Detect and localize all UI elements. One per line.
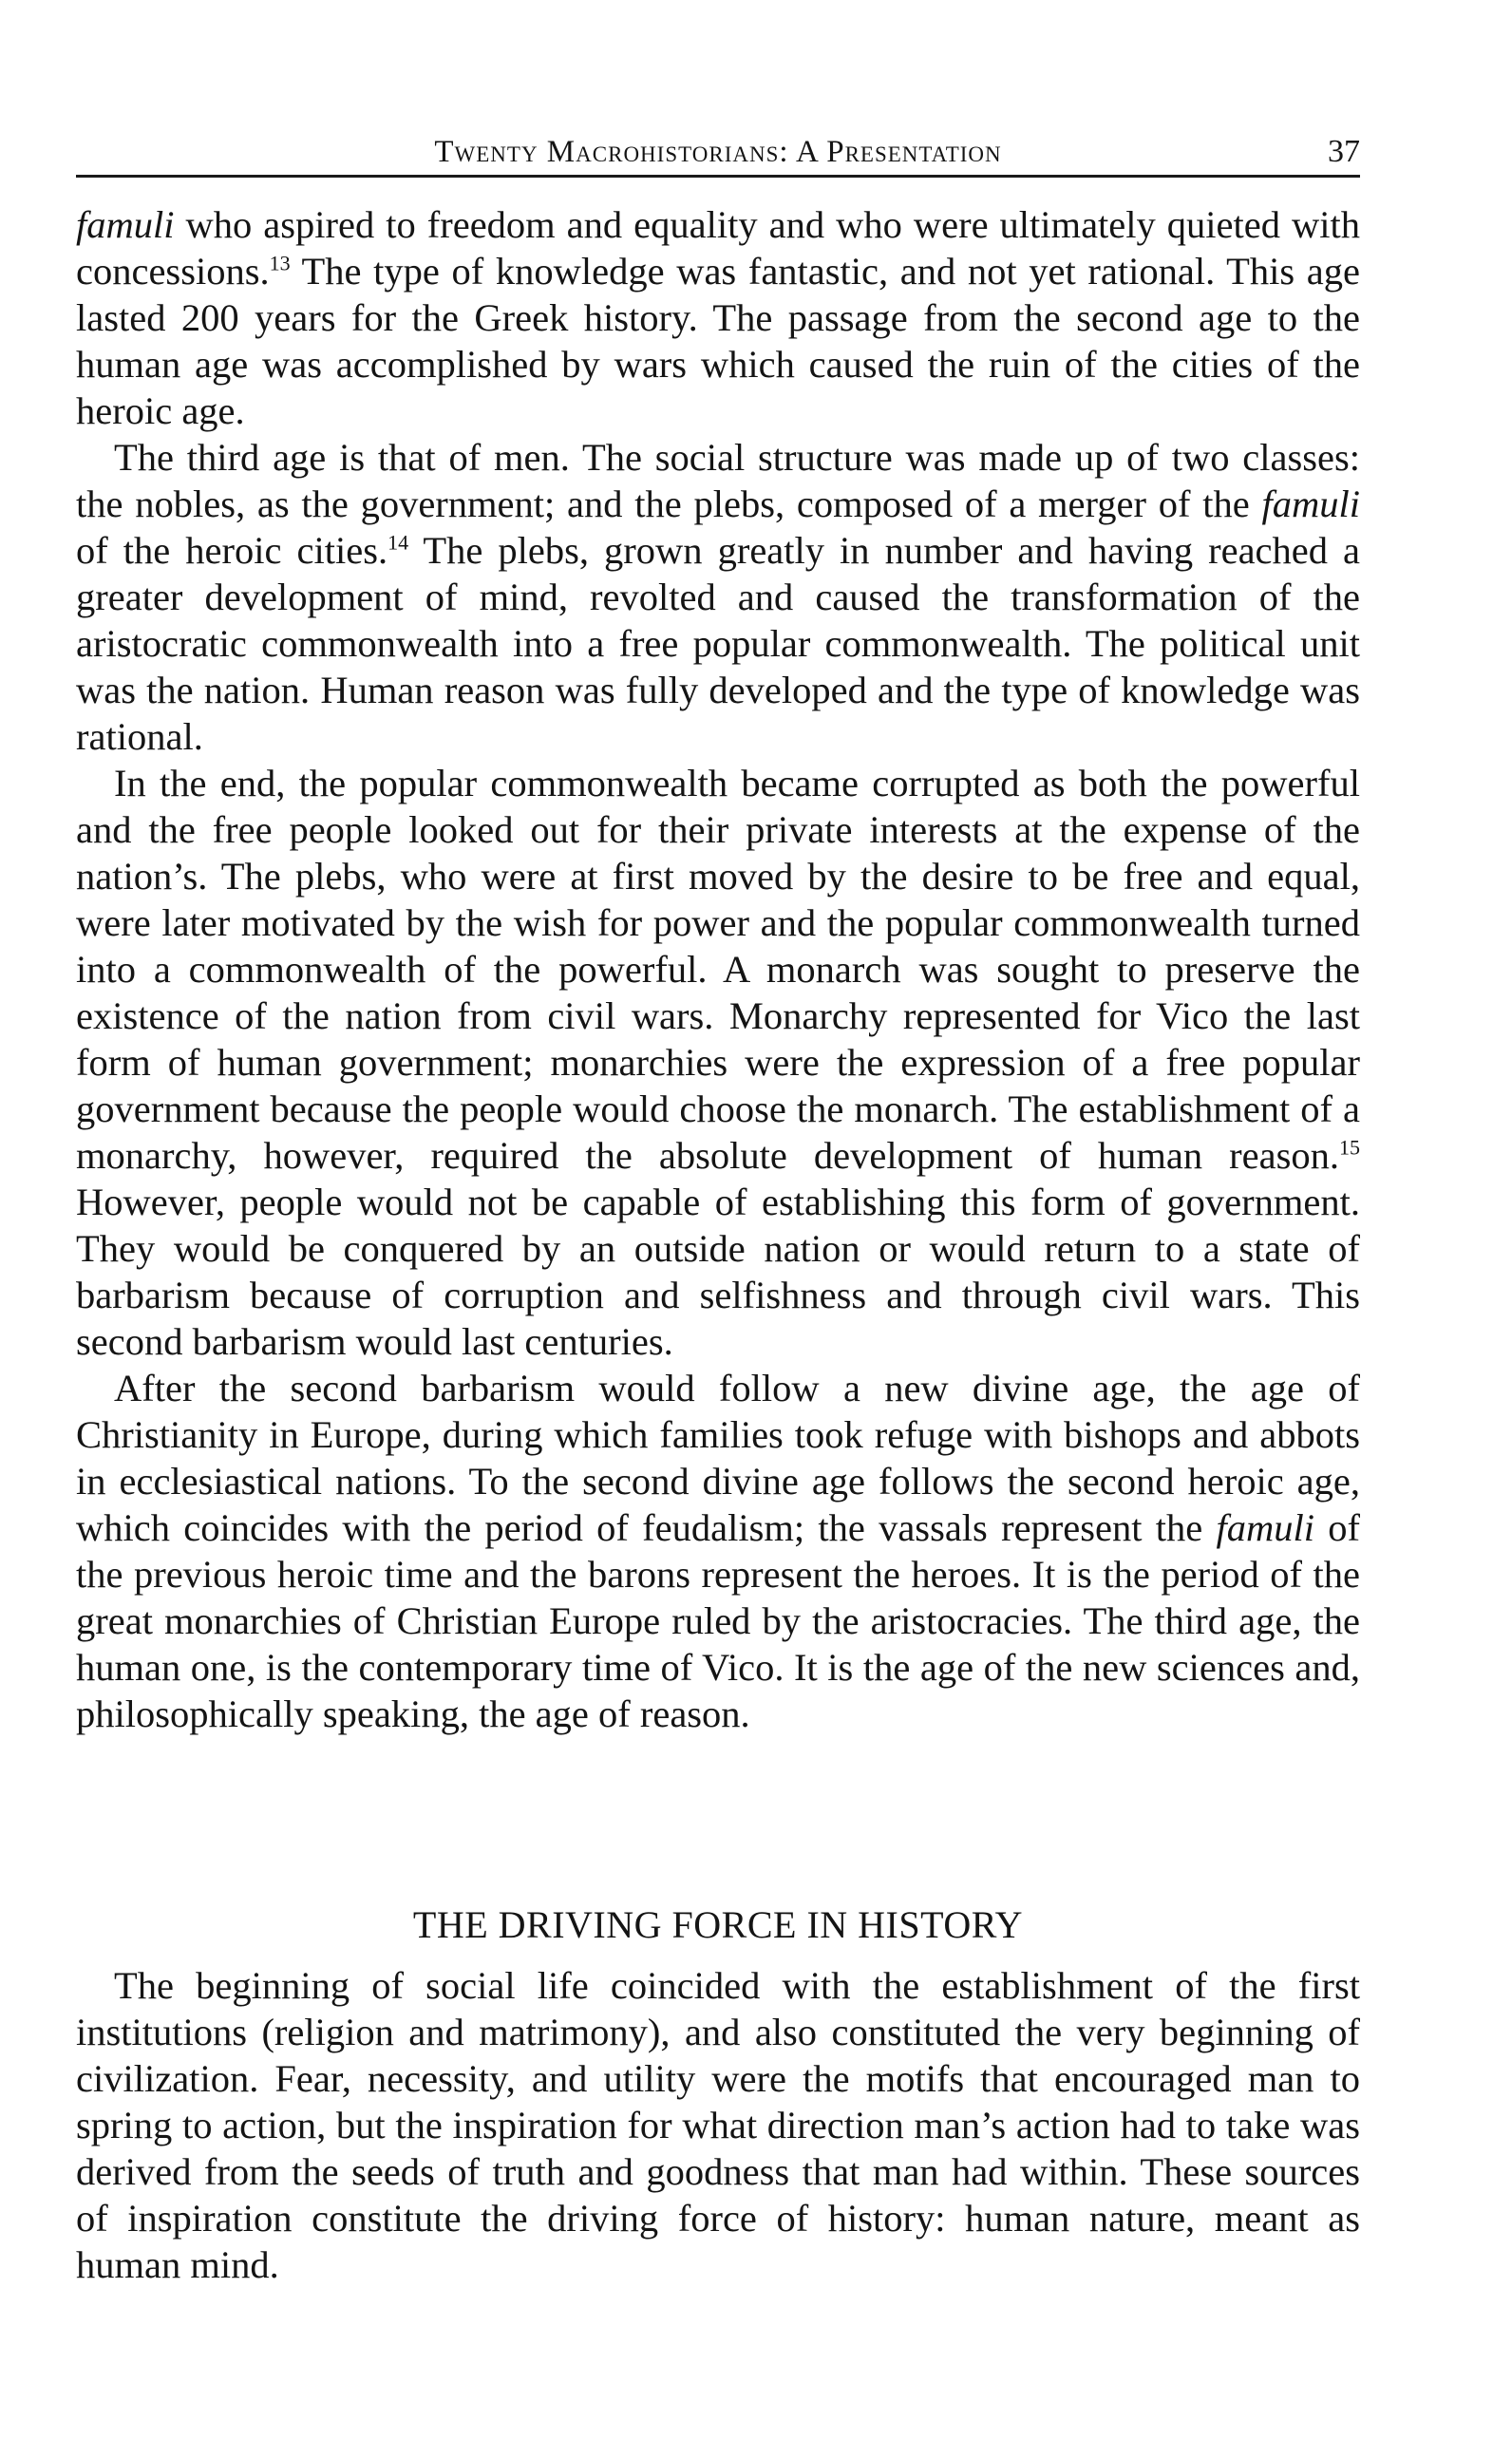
paragraph-text: of the previous heroic time and the barons represent the heroes. It is the period of the great monarchies of Christian Europe ruled by the aristocracies. The third age, the human one, is the contemporary time of Vico. It is the age of the new sciences and, philosophically speaking, the age of reason. bbox=[76, 1506, 1360, 1735]
main-text bbox=[76, 201, 1360, 1737]
italic-term: famuli bbox=[1261, 482, 1360, 525]
paragraph-second-barbarism bbox=[76, 1365, 1360, 1737]
paragraph-text: In the end, the popular commonwealth became corrupted as both the powerful and the free people looked out for their private interests at the expense of the nation’s. The plebs, who were at first moved by the desire to be free and equal, were later motivated by the wish for power and the popular commonwealth turned into a commonwealth of the powerful. A monarch was sought to preserve the existence of the nation from civil wars. Monarchy represented for Vico the last form of human government; monarchies were the expression of a free popular government because the people would choose the monarch. The establishment of a monarchy, however, required the absolute development of human reason. bbox=[76, 762, 1360, 1177]
italic-term: famuli bbox=[1216, 1506, 1314, 1549]
paragraph-text: The third age is that of men. The social structure was made up of two classes: the nobles, as the government; and the plebs, composed of a merger of the bbox=[76, 436, 1360, 525]
paragraph-text: of the heroic cities. bbox=[76, 529, 388, 572]
paragraph-driving-force: The beginning of social life coincided with the establishment of the first institutions (religion and matrimony), and also constituted the very beginning of civilization. Fear, necessity, and utility were the motifs that encouraged man to spring to action, but the inspiration for what direction man’s action had to take was derived from the seeds of truth and goodness that man had within. These sources of inspiration constitute the driving force of history: human nature, meant as human mind. bbox=[76, 1964, 1360, 2286]
paragraph-corruption bbox=[76, 760, 1360, 1365]
paragraph-text: who aspired to freedom and equality and who were ultimately quieted with concessions. bbox=[76, 203, 1360, 293]
running-header bbox=[76, 131, 1360, 178]
paragraph-third-age bbox=[76, 434, 1360, 760]
section-heading: THE DRIVING FORCE IN HISTORY bbox=[412, 1903, 1024, 1946]
running-title: Twenty Macrohistorians: A Presentation bbox=[434, 135, 1002, 169]
paragraph-text: After the second barbarism would follow a new divine age, the age of Christianity in Europe, during which families took refuge with bishops and abbots in ecclesiastical nations. To the second divine age follows the second heroic age, which coincides with the period of feudalism; the vassals represent the bbox=[76, 1367, 1360, 1549]
italic-term: famuli bbox=[76, 203, 175, 246]
footnote-marker: 15 bbox=[1339, 1135, 1360, 1160]
section-text bbox=[76, 1962, 1360, 2288]
paragraph-text: However, people would not be capable of establishing this form of government. They would be conquered by an outside nation or would return to a state of barbarism because of corruption and selfishness and through civil wars. This second barbarism would last centuries. bbox=[76, 1181, 1360, 1363]
paragraph-text: The plebs, grown greatly in number and having reached a greater development of mind, revolted and caused the transformation of the aristocratic commonwealth into a free popular commonwealth. The political unit was the nation. Human reason was fully developed and the type of knowledge was rational. bbox=[76, 529, 1361, 758]
paragraph-text: The type of knowledge was fantastic, and not yet rational. This age lasted 200 years for the Greek history. The passage from the second age to the human age was accomplished by wars which caused the ruin of the cities of the heroic age. bbox=[76, 250, 1360, 432]
footnote-marker: 13 bbox=[269, 251, 291, 275]
footnote-marker: 14 bbox=[387, 530, 409, 555]
page-number: 37 bbox=[1328, 134, 1360, 169]
paragraph-continued bbox=[76, 201, 1360, 434]
